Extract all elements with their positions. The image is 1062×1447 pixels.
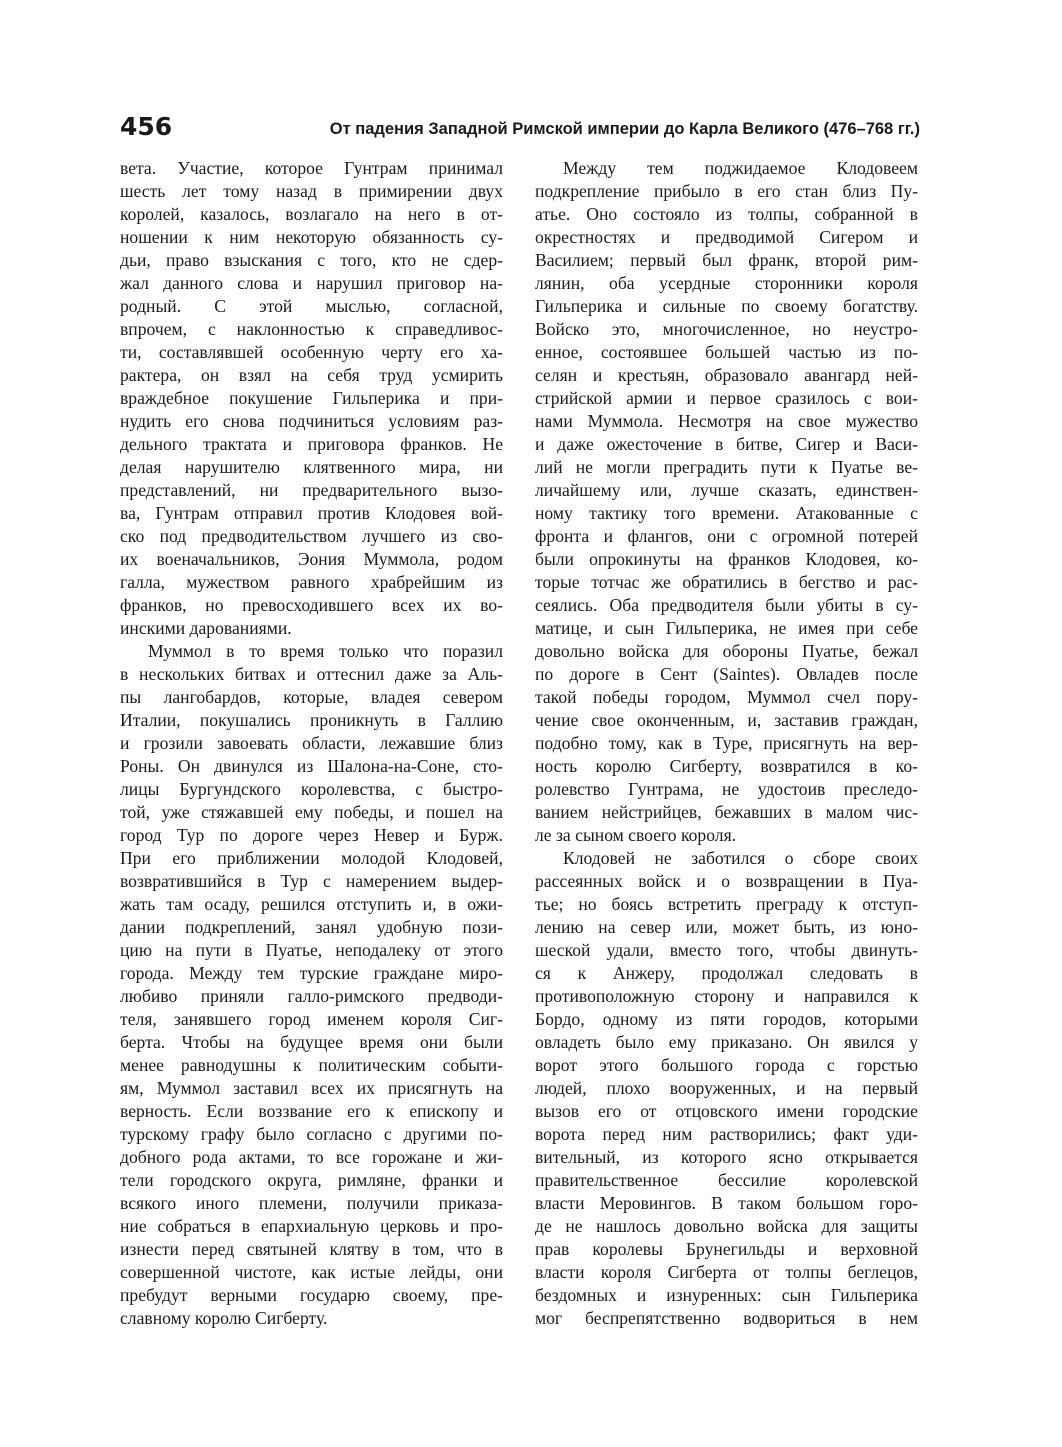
text-line: шесть лет тому назад в примирении двух [120, 181, 503, 201]
text-line: пребудут верными государю своему, пре- [120, 1285, 503, 1305]
text-line: города. Между тем турские граждане миро- [120, 963, 503, 983]
text-line: королей, казалось, возлагало на него в от- [120, 204, 503, 224]
text-line: ско под предводительством лучшего из сво- [120, 526, 503, 546]
text-line: ному тактику того времени. Атакованные с [535, 503, 918, 523]
text-line: сеялись. Оба предводителя были убиты в су- [535, 595, 918, 615]
text-line: турскому графу было согласно с другими по- [120, 1124, 503, 1144]
text-line: пы лангобардов, которые, владея севером [120, 687, 503, 707]
right-text-column [535, 157, 918, 1347]
page-header [120, 112, 920, 144]
text-line: дельного трактата и приговора франков. Не [120, 434, 503, 454]
text-line: Войско это, многочисленное, но неустро- [535, 319, 918, 339]
left-text-column [120, 157, 503, 1347]
text-line: мог беспрепятственно водвориться в нем [535, 1308, 918, 1328]
text-line: жать там осаду, решился отступить и, в ожи- [120, 894, 503, 914]
text-line: Бордо, одному из пяти городов, которыми [535, 1009, 918, 1029]
text-line: людей, плохо вооруженных, и на первый [535, 1078, 918, 1098]
text-line: ворот этого большого города с горстью [535, 1055, 918, 1075]
text-line: При его приближении молодой Клодовей, [120, 848, 503, 868]
text-line: добного рода актами, то все горожане и жи- [120, 1147, 503, 1167]
text-line: любиво приняли галло-римского предводи- [120, 986, 503, 1006]
text-line: власти Меровингов. В таком большом горо- [535, 1193, 918, 1213]
text-line: были опрокинуты на франков Клодовея, ко- [535, 549, 918, 569]
text-line: подобно тому, как в Туре, присягнуть на вер- [535, 733, 918, 753]
text-line: чение свое оконченным, и, заставив граждан, [535, 710, 918, 730]
text-line: жал данного слова и нарушил приговор на- [120, 273, 503, 293]
text-line: ся к Анжеру, продолжал следовать в [535, 963, 918, 983]
text-line: Клодовей не заботился о сборе своих [563, 848, 918, 868]
text-line: такой победы городом, Муммол счел пору- [535, 687, 918, 707]
text-line: вительный, из которого ясно открывается [535, 1147, 918, 1167]
text-line: представлений, ни предварительного вызо- [120, 480, 503, 500]
text-line: овладеть было ему приказано. Он явился у [535, 1032, 918, 1052]
text-line: тели городского округа, римляне, франки и [120, 1170, 503, 1190]
text-line: возвратившийся в Тур с намерением выдер- [120, 871, 503, 891]
text-line: фронта и флангов, они с огромной потерей [535, 526, 918, 546]
text-line: и грозили завоевать области, лежавшие близ [120, 733, 503, 753]
text-line: шеской удали, вместо того, чтобы двинуть- [535, 940, 918, 960]
text-line: бездомных и изнуренных: сын Гильперика [535, 1285, 918, 1305]
text-line: делая нарушителю клятвенного мира, ни [120, 457, 503, 477]
text-line: верность. Если воззвание его к епископу и [120, 1101, 503, 1121]
text-line: прав королевы Брунегильды и верховной [535, 1239, 918, 1259]
text-line: в нескольких битвах и оттеснил даже за Аль- [120, 664, 503, 684]
text-line: теля, занявшего город именем короля Сиг- [120, 1009, 503, 1029]
text-line: окрестностях и предводимой Сигером и [535, 227, 918, 247]
text-line: рассеянных войск и о возвращении в Пуа- [535, 871, 918, 891]
text-line: менее равнодушны к политическим событи- [120, 1055, 503, 1075]
text-line: Василием; первый был франк, второй рим- [535, 250, 918, 270]
text-line: нами Муммола. Несмотря на свое мужество [535, 411, 918, 431]
text-line: цию на пути в Пуатье, неподалеку от этого [120, 940, 503, 960]
text-line: изнести перед святыней клятву в том, что в [120, 1239, 503, 1259]
text-line: враждебное покушение Гильперика и при- [120, 388, 503, 408]
text-line: Гильперика и сильные по своему богатству. [535, 296, 918, 316]
text-line: вета. Участие, которое Гунтрам принимал [120, 158, 503, 178]
text-line: галла, мужеством равного храбрейшим из [120, 572, 503, 592]
text-line: ва, Гунтрам отправил против Клодовея вой- [120, 503, 503, 523]
text-line: город Тур по дороге через Невер и Бурж. [120, 825, 503, 845]
text-line: той, уже стяжавшей ему победы, и пошел на [120, 802, 503, 822]
text-line: ворота перед ним растворились; факт уди- [535, 1124, 918, 1144]
text-line: лению на север или, может быть, из юно- [535, 917, 918, 937]
text-line: стрийской армии и первое сразилось с вои- [535, 388, 918, 408]
text-line: совершенной чистоте, как истые лейды, они [120, 1262, 503, 1282]
running-title: От падения Западной Римской империи до Карла Великого (476–768 гг.) [329, 120, 920, 138]
text-line: де не нашлось довольно войска для защиты [535, 1216, 918, 1236]
text-line: матице, и сын Гильперика, не имея при себе [535, 618, 918, 638]
page-number: 456 [120, 112, 173, 141]
text-line: франков, но превосходившего всех их во- [120, 595, 503, 615]
text-line: личайшему или, лучше сказать, единствен- [535, 480, 918, 500]
text-line: тье; но боясь встретить преграду к отступ- [535, 894, 918, 914]
text-line: довольно войска для обороны Пуатье, бежал [535, 641, 918, 661]
text-line: селян и крестьян, образовало авангард ней- [535, 365, 918, 385]
text-line: лий не могли преградить пути к Пуатье ве- [535, 457, 918, 477]
text-line: всякого иного племени, получили приказа- [120, 1193, 503, 1213]
text-line: дьи, право взыскания с того, кто не сдер- [120, 250, 503, 270]
text-line: ношении к ним некоторую обязанность су- [120, 227, 503, 247]
text-line: вызов его от отцовского имени городские [535, 1101, 918, 1121]
text-line: Италии, покушались проникнуть в Галлию [120, 710, 503, 730]
text-line: берта. Чтобы на будущее время они были [120, 1032, 503, 1052]
text-line: родный. С этой мыслью, согласной, [120, 296, 503, 316]
text-line: ванием нейстрийцев, бежавших в малом чис- [535, 802, 918, 822]
text-line: впрочем, с наклонностью к справедливос- [120, 319, 503, 339]
text-line: Роны. Он двинулся из Шалона-на-Соне, сто- [120, 756, 503, 776]
text-line: дании подкреплений, занял удобную пози- [120, 917, 503, 937]
text-line: правительственное бессилие королевской [535, 1170, 918, 1190]
text-line: ние собраться в епархиальную церковь и про- [120, 1216, 503, 1236]
text-line: власти короля Сигберта от толпы беглецов, [535, 1262, 918, 1282]
text-line: славному королю Сигберту. [120, 1308, 328, 1328]
text-line: ле за сыном своего короля. [535, 825, 737, 845]
text-line: и даже ожесточение в битве, Сигер и Васи- [535, 434, 918, 454]
text-line: лянин, оба усердные сторонники короля [535, 273, 918, 293]
text-line: ти, составлявшей особенную черту его ха- [120, 342, 503, 362]
text-line: рактера, он взял на себя труд усмирить [120, 365, 503, 385]
text-line: Муммол в то время только что поразил [148, 641, 503, 661]
text-line: ролевство Гунтрама, не удостоив преследо- [535, 779, 918, 799]
text-line: ям, Муммол заставил всех их присягнуть на [120, 1078, 503, 1098]
text-line: их военачальников, Эония Муммола, родом [120, 549, 503, 569]
text-line: по дороге в Сент (Saintes). Овладев после [535, 664, 918, 684]
text-line: Между тем поджидаемое Клодовеем [563, 158, 918, 178]
text-line: лицы Бургундского королевства, с быстро- [120, 779, 503, 799]
text-line: торые тотчас же обратились в бегство и рас- [535, 572, 918, 592]
text-line: атье. Оно состояло из толпы, собранной в [535, 204, 918, 224]
text-line: инскими дарованиями. [120, 618, 292, 638]
text-line: нудить его снова подчиниться условиям раз- [120, 411, 503, 431]
text-line: ность королю Сигберту, возвратился в ко- [535, 756, 918, 776]
text-line: противоположную сторону и направился к [535, 986, 918, 1006]
text-line: подкрепление прибыло в его стан близ Пу- [535, 181, 918, 201]
text-line: енное, состоявшее большей частью из по- [535, 342, 918, 362]
